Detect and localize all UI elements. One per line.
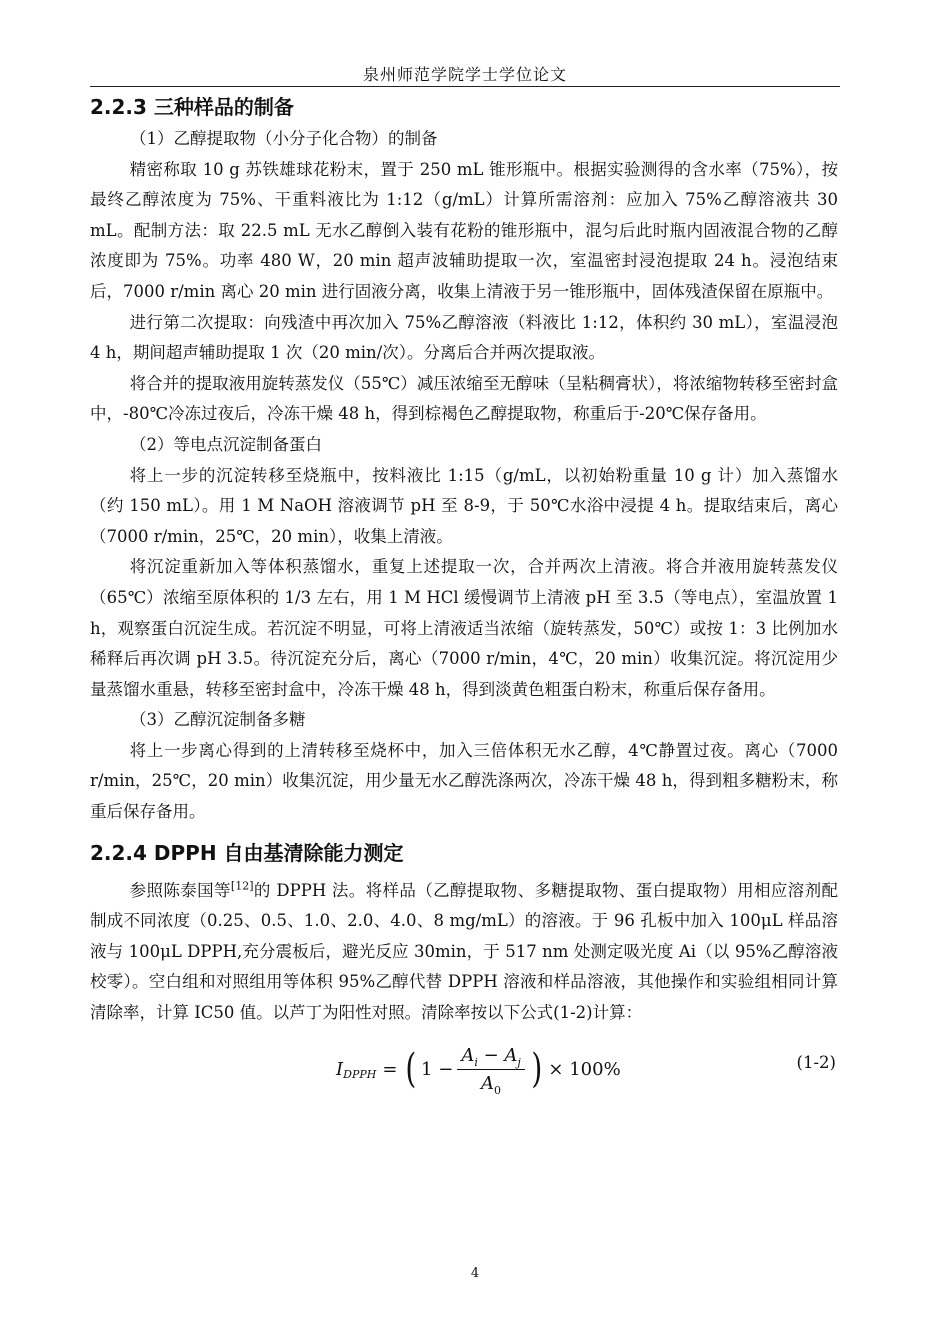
subheading-ethanol-extract: （1）乙醇提取物（小分子化合物）的制备 xyxy=(130,129,438,148)
formula-one-minus: 1 − xyxy=(421,1058,454,1080)
formula-lhs: I xyxy=(336,1058,344,1080)
citation-lead: 参照陈泰国等 xyxy=(129,880,231,900)
paragraph: 将合并的提取液用旋转蒸发仪（55℃）减压浓缩至无醇味（呈粘稠膏状），将浓缩物转移至密封盒中，-80℃冷冻过夜后，冷冻干燥 48 h，得到棕褐色乙醇提取物，称重后于-20℃保存备用。 xyxy=(90,373,838,424)
page-content xyxy=(90,88,838,1103)
numerator-a-subscript: i xyxy=(474,1055,478,1069)
paragraph-dpph-method xyxy=(90,876,838,1029)
section-heading-2-2-3: 2.2.3 三种样品的制备 xyxy=(90,95,294,119)
equation-1-2 xyxy=(90,1039,838,1103)
running-header: 泉州师范学院学士学位论文 xyxy=(362,65,567,84)
formula-times-100: × 100% xyxy=(548,1058,621,1080)
denominator-a: A xyxy=(481,1072,495,1094)
citation-rest: 的 DPPH 法。将样品（乙醇提取物、多糖提取物、蛋白提取物）用相应溶剂配制成不同浓度（0.25、0.5、1.0、2.0、4.0、8 mg/mL）的溶液。于 96 孔板中加入 100μL 样品溶液与 100μL DPPH,充分震板后，避光反应 30min，于 517 nm 处测定吸光度 Ai（以 95%乙醇溶液校零）。空白组和对照组用等体积 95%乙醇代替 DPPH 溶液和样品溶液，其他操作和实验组相同计算清除率，计算 IC50 值。以芦丁为阳性对照。清除率按以下公式(1-2)计算： xyxy=(90,880,839,1023)
formula-left-paren: ( xyxy=(405,1046,417,1093)
paragraph: 精密称取 10 g 苏铁雄球花粉末，置于 250 mL 锥形瓶中。根据实验测得的含水率（75%），按最终乙醇浓度为 75%、干重料液比为 1:12（g/mL）计算所需溶剂：应加入 75%乙醇溶液共 30 mL。配制方法：取 22.5 mL 无水乙醇倒入装有花粉的锥形瓶中，混匀后此时瓶内固液混合物的乙醇浓度即为 75%。功率 480 W，20 min 超声波辅助提取一次，室温密封浸泡提取 24 h。浸泡结束后，7000 r/min 离心 20 min 进行固液分离，收集上清液于另一锥形瓶中，固体残渣保留在原瓶中。 xyxy=(90,159,838,301)
subheading-protein: （2）等电点沉淀制备蛋白 xyxy=(130,434,322,454)
equation-number: (1-2) xyxy=(796,1052,836,1072)
page-number: 4 xyxy=(470,1266,480,1281)
formula-lhs-subscript: DPPH xyxy=(343,1067,377,1081)
numerator-minus: − xyxy=(477,1044,505,1066)
formula-fraction xyxy=(457,1044,524,1097)
section-heading-2-2-4: 2.2.4 DPPH 自由基清除能力测定 xyxy=(90,840,404,865)
numerator-b-subscript: j xyxy=(517,1055,521,1069)
subheading-polysaccharide: （3）乙醇沉淀制备多糖 xyxy=(130,710,306,730)
formula xyxy=(336,1044,621,1097)
formula-numerator xyxy=(457,1045,524,1070)
formula-denominator xyxy=(481,1070,502,1097)
numerator-a: A xyxy=(461,1044,475,1066)
paragraph: 进行第二次提取：向残渣中再次加入 75%乙醇溶液（料液比 1:12，体积约 30 mL），室温浸泡 4 h，期间超声辅助提取 1 次（20 min/次）。分离后合并两次提取液。 xyxy=(90,312,838,363)
formula-equals: = xyxy=(382,1058,398,1080)
numerator-b: A xyxy=(504,1044,518,1066)
formula-right-paren: ) xyxy=(531,1046,543,1093)
paragraph: 将上一步的沉淀转移至烧瓶中，按料液比 1:15（g/mL，以初始粉重量 10 g 计）加入蒸馏水（约 150 mL）。用 1 M NaOH 溶液调节 pH 至 8-9，于 50℃水浴中浸提 4 h。提取结束后，离心（7000 r/min，25℃，20 min），收集上清液。 xyxy=(90,465,838,546)
denominator-subscript: 0 xyxy=(494,1083,502,1097)
paragraph: 将上一步离心得到的上清转移至烧杯中，加入三倍体积无水乙醇，4℃静置过夜。离心（7000 r/min，25℃，20 min）收集沉淀，用少量无水乙醇洗涤两次，冷冻干燥 48 h，得到粗多糖粉末，称重后保存备用。 xyxy=(90,740,838,822)
citation-ref-link[interactable]: [12] xyxy=(230,879,254,893)
paragraph: 将沉淀重新加入等体积蒸馏水，重复上述提取一次，合并两次上清液。将合并液用旋转蒸发仪（65℃）浓缩至原体积的 1/3 左右，用 1 M HCl 缓慢调节上清液 pH 至 3.5（等电点），室温放置 1 h，观察蛋白沉淀生成。若沉淀不明显，可将上清液适当浓缩（旋转蒸发，50℃）或按 1：3 比例加水稀释后再次调 pH 3.5。待沉淀充分后，离心（7000 r/min，4℃，20 min）收集沉淀。将沉淀用少量蒸馏水重悬，转移至密封盒中，冷冻干燥 48 h，得到淡黄色粗蛋白粉末，称重后保存备用。 xyxy=(90,557,838,699)
header-rule xyxy=(90,86,840,87)
